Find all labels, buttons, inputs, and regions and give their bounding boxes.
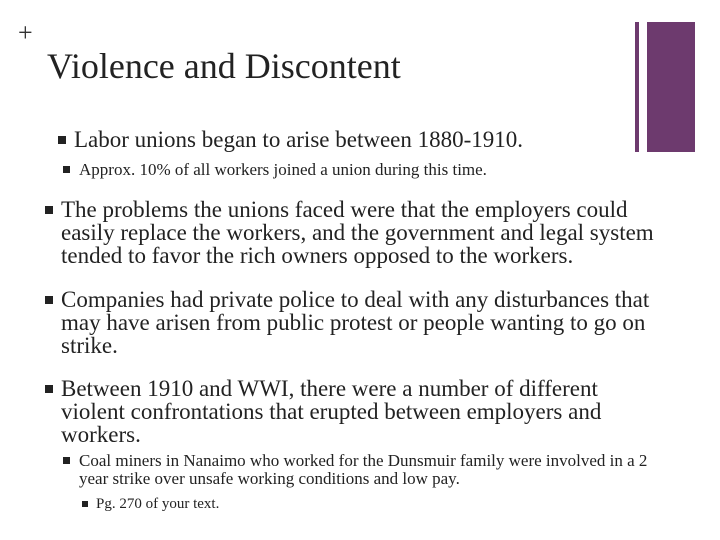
bullet-labor-unions <box>74 128 674 151</box>
bullet-private-police <box>61 288 681 357</box>
bullet-square-icon <box>82 501 88 507</box>
plus-mark: + <box>18 18 33 47</box>
bullet-square-icon <box>45 296 53 304</box>
bullet-text: Between 1910 and WWI, there were a number of different violent confrontations that erupted between employers and workers. <box>61 376 602 447</box>
slide-title: Violence and Discontent <box>47 46 401 86</box>
bullet-page-reference <box>96 496 656 512</box>
bullet-square-icon <box>63 457 70 464</box>
bullet-text: Labor unions began to arise between 1880-1910. <box>74 127 524 152</box>
bullet-square-icon <box>45 385 53 393</box>
bullet-union-problems <box>61 198 676 267</box>
bullet-square-icon <box>45 206 53 214</box>
bullet-square-icon <box>58 136 66 144</box>
bullet-text: Approx. 10% of all workers joined a union during this time. <box>79 160 487 179</box>
bullet-nanaimo-strike <box>79 452 669 488</box>
bullet-text: Pg. 270 of your text. <box>96 496 220 512</box>
bullet-text: The problems the unions faced were that the employers could easily replace the workers, and the government and legal system tended to favor the rich owners opposed to the workers. <box>61 197 654 268</box>
bullet-union-membership <box>79 161 679 179</box>
bullet-text: Coal miners in Nanaimo who worked for the Dunsmuir family were involved in a 2 year strike over unsafe working conditions and low pay. <box>79 451 648 488</box>
bullet-text: Companies had private police to deal with any disturbances that may have arisen from public protest or people wanting to go on strike. <box>61 287 650 358</box>
bullet-square-icon <box>63 166 70 173</box>
bullet-violent-confrontations <box>61 377 636 446</box>
